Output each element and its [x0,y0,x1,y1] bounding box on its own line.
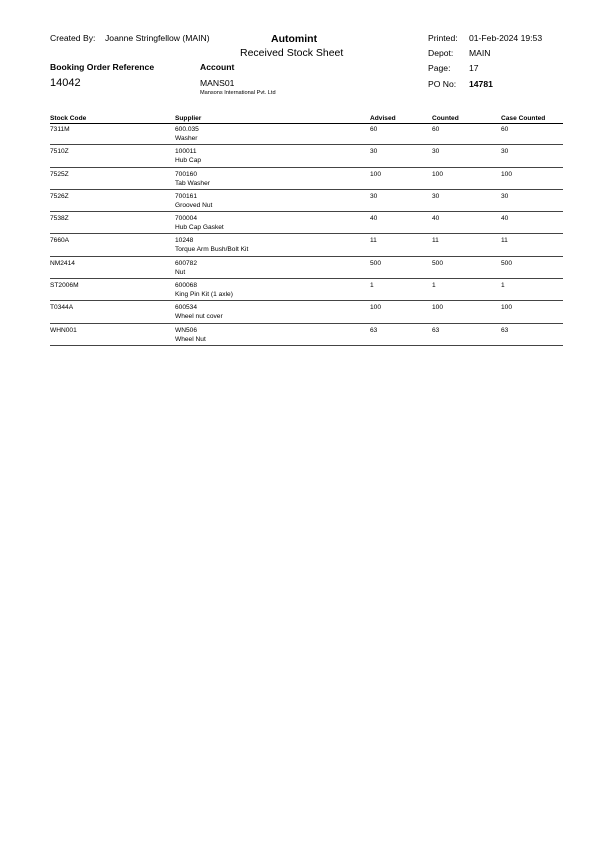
advised-cell: 100 [370,170,382,178]
stock-code-cell: NM2414 [50,259,75,267]
counted-cell: 30 [432,148,440,156]
stock-code-cell: T0344A [50,304,74,312]
supplier-code-cell: 700161 [175,192,198,200]
counted-cell: 11 [432,237,439,245]
case-counted-cell: 30 [501,148,509,156]
advised-cell: 11 [370,237,377,245]
counted-cell: 60 [432,126,440,133]
counted-cell: 100 [432,170,444,178]
table-body [0,123,595,346]
table-row [0,190,595,212]
counted-cell: 40 [432,215,440,223]
description-cell: Wheel Nut [175,335,206,343]
supplier-code-cell: 700160 [175,170,198,178]
case-counted-cell: 100 [501,170,513,178]
col-advised: Advised [370,115,396,122]
description-cell: Washer [175,135,198,142]
created-by-label: Created By: [50,33,96,43]
col-stock-code: Stock Code [50,115,87,122]
description-cell: Nut [175,268,186,276]
supplier-code-cell: 100011 [175,148,197,156]
supplier-code-cell: 600782 [175,259,198,267]
col-supplier: Supplier [175,115,202,122]
supplier-code-cell: 600.035 [175,126,199,133]
counted-cell: 100 [432,304,444,312]
case-counted-cell: 11 [501,237,508,245]
advised-cell: 40 [370,215,378,223]
stock-code-cell: 7311M [50,126,70,133]
table-row [0,257,595,279]
col-counted: Counted [432,115,459,122]
stock-code-cell: 7538Z [50,215,69,223]
advised-cell: 63 [370,326,378,334]
advised-cell: 30 [370,192,378,200]
stock-code-cell: WHN001 [50,326,77,334]
case-counted-cell: 63 [501,326,509,334]
counted-cell: 30 [432,192,440,200]
case-counted-cell: 60 [501,126,509,133]
counted-cell: 63 [432,326,440,334]
description-cell: Torque Arm Bush/Bolt Kit [175,246,249,254]
description-cell: King Pin Kit (1 axle) [175,291,233,299]
stock-code-cell: 7660A [50,237,70,245]
stock-code-cell: ST2006M [50,282,79,290]
table-row [0,168,595,190]
depot-value: MAIN [469,48,491,58]
stock-code-cell: 7525Z [50,170,69,178]
counted-cell: 500 [432,259,444,267]
table-row [0,145,595,167]
description-cell: Wheel nut cover [175,313,223,321]
table-row [0,234,595,256]
company-name: Automint [271,33,318,45]
supplier-code-cell: WN506 [175,326,197,334]
advised-cell: 500 [370,259,382,267]
table-row [0,301,595,323]
counted-cell: 1 [432,282,436,290]
supplier-code-cell: 600068 [175,282,198,290]
page-label: Page: [428,63,451,73]
booking-ref-label: Booking Order Reference [50,62,155,72]
supplier-code-cell: 10248 [175,237,194,245]
description-cell: Tab Washer [175,179,210,187]
col-case-counted: Case Counted [501,115,546,122]
account-code: MANS01 [200,78,235,88]
description-cell: Hub Cap [175,157,202,165]
supplier-code-cell: 700004 [175,215,198,223]
table-row [0,123,595,145]
printed-label: Printed: [428,33,458,43]
case-counted-cell: 100 [501,304,513,312]
page-value: 17 [469,63,479,73]
table-row [0,279,595,301]
stock-code-cell: 7510Z [50,148,69,156]
advised-cell: 100 [370,304,382,312]
report-title: Received Stock Sheet [240,47,344,59]
table-row [0,212,595,234]
created-by-value: Joanne Stringfellow (MAIN) [105,33,210,43]
case-counted-cell: 500 [501,259,513,267]
advised-cell: 1 [370,282,374,290]
printed-value: 01-Feb-2024 19:53 [469,33,543,43]
po-value: 14781 [469,79,493,89]
po-label: PO No: [428,79,457,89]
account-label: Account [200,62,235,72]
depot-label: Depot: [428,48,454,58]
account-name: Mansons International Pvt. Ltd [200,90,276,96]
case-counted-cell: 1 [501,282,505,290]
advised-cell: 60 [370,126,378,133]
case-counted-cell: 40 [501,215,509,223]
row-divider [50,345,563,346]
case-counted-cell: 30 [501,192,509,200]
description-cell: Hub Cap Gasket [175,224,224,232]
supplier-code-cell: 600534 [175,304,198,312]
description-cell: Grooved Nut [175,201,213,209]
booking-ref-value: 14042 [50,77,81,89]
table-row [0,324,595,346]
advised-cell: 30 [370,148,378,156]
stock-code-cell: 7526Z [50,192,69,200]
